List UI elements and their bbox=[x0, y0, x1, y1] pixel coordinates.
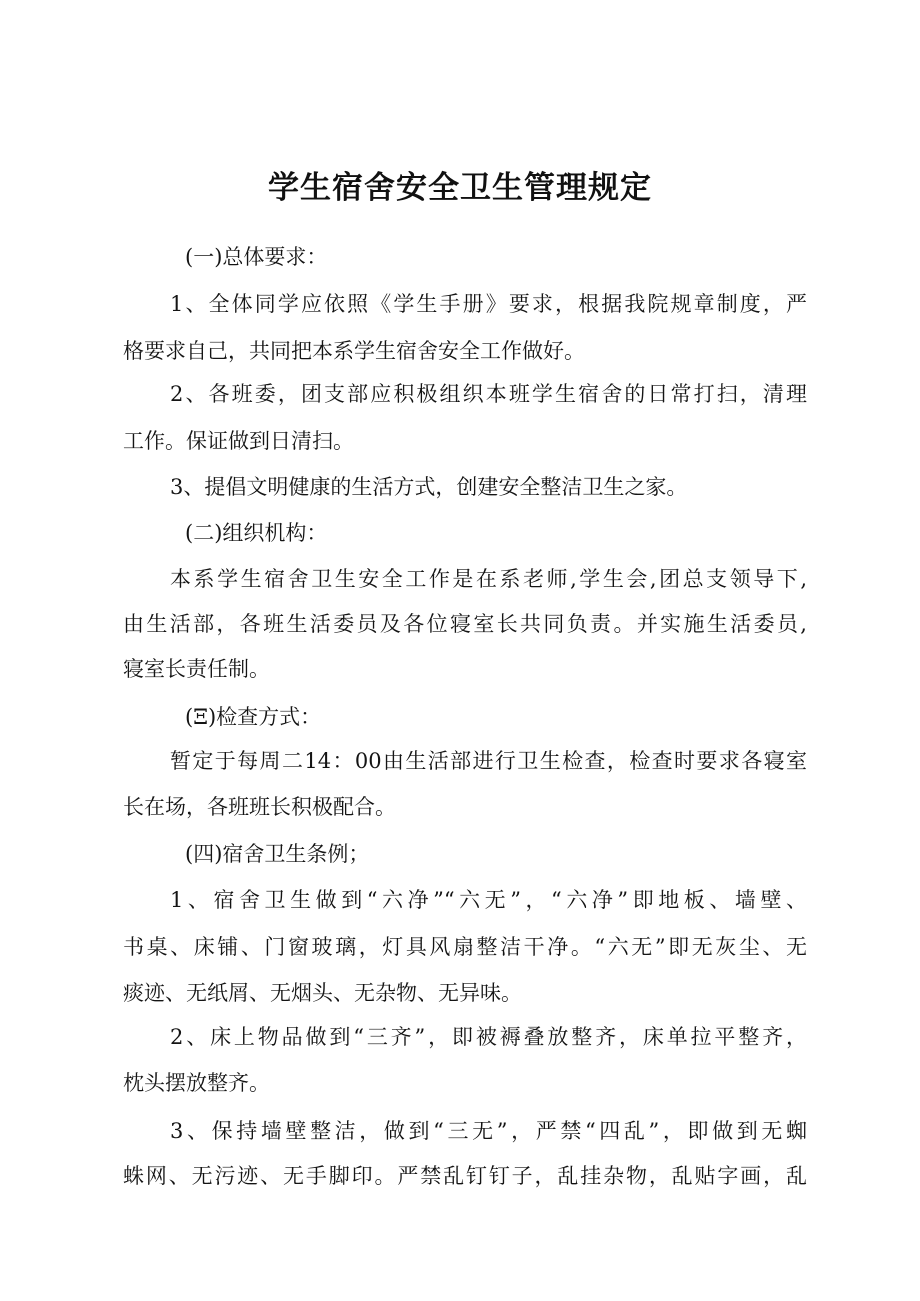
paragraph-line: 2、床上物品做到“三齐”，即被褥叠放整齐，床单拉平整齐， bbox=[170, 1025, 807, 1049]
paragraph-line: 蛛网、无污迹、无手脚印。严禁乱钉钉子，乱挂杂物，乱贴字画，乱 bbox=[123, 1164, 807, 1188]
paragraph-line: 3、保持墙壁整洁，做到“三无”，严禁“四乱”，即做到无蜘 bbox=[170, 1119, 807, 1143]
paragraph-line: 痰迹、无纸屑、无烟头、无杂物、无异味。 bbox=[123, 981, 522, 1005]
paragraph-line: 3、提倡文明健康的生活方式，创建安全整洁卫生之家。 bbox=[170, 475, 688, 499]
paragraph-line: 2、各班委，团支部应积极组织本班学生宿舍的日常打扫，清理 bbox=[170, 382, 807, 406]
paragraph-line: 本系学生宿舍卫生安全工作是在系老师,学生会,团总支领导下, bbox=[170, 567, 807, 591]
paragraph-line: 1、宿舍卫生做到“六净”“六无”，“六净”即地板、墙壁、 bbox=[170, 888, 807, 912]
paragraph-line: 1、全体同学应依照《学生手册》要求，根据我院规章制度，严 bbox=[170, 292, 807, 316]
section-heading-organization: (二)组织机构： bbox=[185, 521, 328, 545]
paragraph-line: 长在场，各班班长积极配合。 bbox=[123, 795, 396, 819]
section-heading-hygiene-rules: (四)宿舍卫生条例； bbox=[185, 842, 370, 866]
section-heading-inspection: (Ξ)检查方式： bbox=[185, 705, 322, 729]
paragraph-line: 暂定于每周二14：00由生活部进行卫生检查，检查时要求各寝室 bbox=[170, 749, 807, 773]
paragraph-line: 工作。保证做到日清扫。 bbox=[123, 429, 354, 453]
paragraph-line: 书桌、床铺、门窗玻璃，灯具风扇整洁干净。“六无”即无灰尘、无 bbox=[123, 935, 807, 959]
paragraph-line: 寝室长责任制。 bbox=[123, 657, 270, 681]
paragraph-line: 枕头摆放整齐。 bbox=[123, 1071, 270, 1095]
document-title: 学生宿舍安全卫生管理规定 bbox=[268, 170, 652, 206]
paragraph-line: 由生活部，各班生活委员及各位寝室长共同负责。并实施生活委员, bbox=[123, 612, 807, 636]
paragraph-line: 格要求自己，共同把本系学生宿舍安全工作做好。 bbox=[123, 339, 585, 363]
section-heading-general: (一)总体要求： bbox=[185, 245, 328, 269]
